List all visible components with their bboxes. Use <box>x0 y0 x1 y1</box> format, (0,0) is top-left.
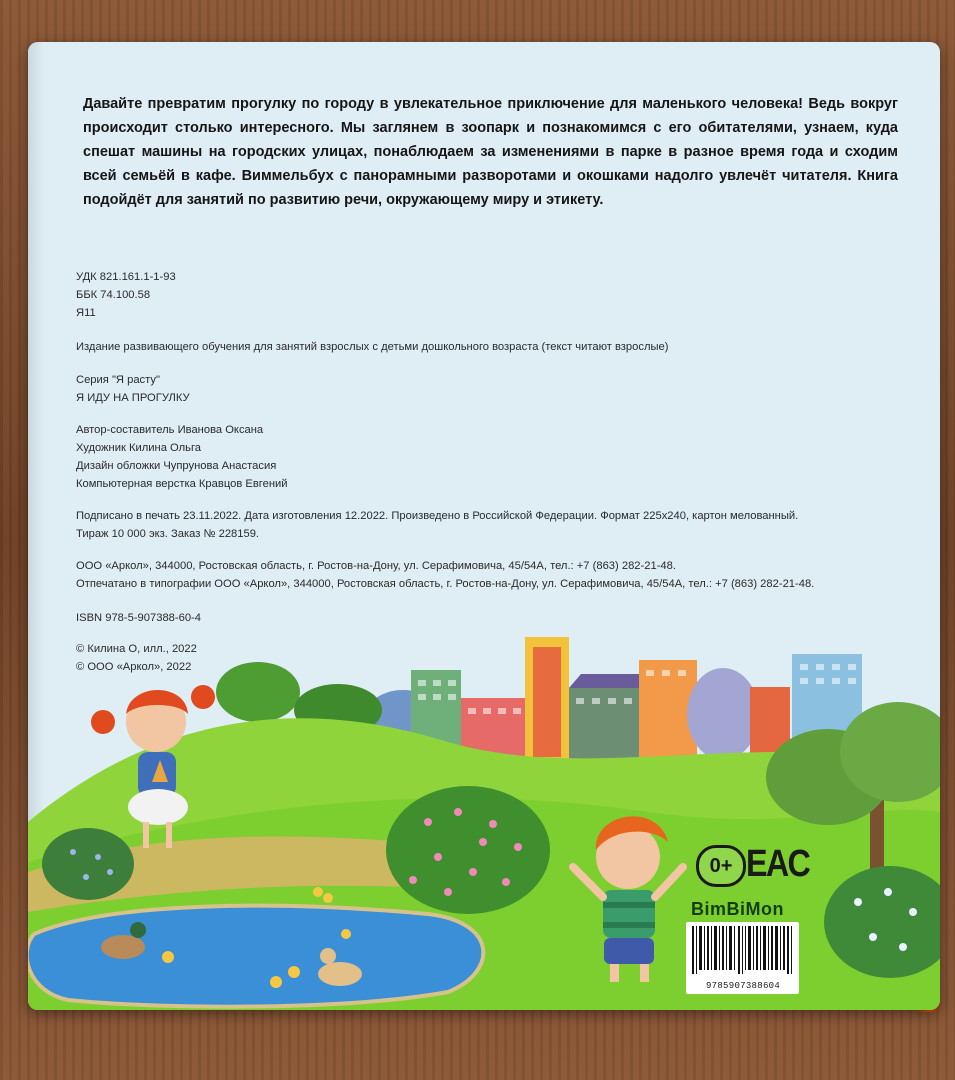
credit-illustrator: Художник Килина Ольга <box>76 442 202 454</box>
credit-cover-design: Дизайн обложки Чупрунова Анастасия <box>76 460 277 472</box>
eac-conformity-mark: EAC <box>746 843 810 885</box>
age-rating-badge: 0+ <box>696 845 746 887</box>
flower-bush-left <box>42 828 134 900</box>
barcode <box>686 922 799 994</box>
credit-layout: Компьютерная верстка Кравцов Евгений <box>76 478 288 490</box>
pond <box>28 906 483 1007</box>
bbk-code: ББК 74.100.58 <box>76 289 151 301</box>
series-label: Серия "Я расту" <box>76 374 160 386</box>
book-back-cover <box>28 42 940 1010</box>
udk-code: УДК 821.161.1-1-93 <box>76 271 176 283</box>
printer-address: Отпечатано в типографии ООО «Аркол», 344000, Ростовская область, г. Ростов-на-Дону, ул. Серафимовича, 45/54А, тел.: +7 (863) 282-21-48. <box>76 578 815 590</box>
print-info-line: Подписано в печать 23.11.2022. Дата изготовления 12.2022. Произведено в Российской Федерации. Формат 225х240, картон мелованный. <box>76 510 799 522</box>
blurb-paragraph: Давайте превратим прогулку по городу в увлекательное приключение для маленького человека! Ведь вокруг происходит столько интересного. Мы заглянем в зоопарк и познакомимся с его обитателями, узнаем, куда спешат машины на городских улицах, понаблюдаем за изменениями в парке в разное время года и сходим всей семьёй в кафе. Виммельбух с панорамными разворотами и окошками надолго увлечёт читателя. Книга подойдёт для занятий по развитию речи, окружающему миру и этикету. <box>83 96 898 208</box>
flower-bush-center <box>386 786 550 914</box>
barcode-number: 9785907388604 <box>705 981 781 991</box>
series-title: Я ИДУ НА ПРОГУЛКУ <box>76 392 190 404</box>
copyright-illustrations: © Килина О, илл., 2022 <box>76 643 197 655</box>
barcode-bars <box>686 922 799 978</box>
copyright-publisher: © ООО «Аркол», 2022 <box>76 661 192 673</box>
publisher-address: ООО «Аркол», 344000, Ростовская область, г. Ростов-на-Дону, ул. Серафимовича, 45/54А, тел.: +7 (863) 282-21-48. <box>76 560 676 572</box>
publisher-brand-logo: BimBiMon <box>691 899 784 919</box>
credit-author: Автор-составитель Иванова Оксана <box>76 424 264 436</box>
print-run-line: Тираж 10 000 экз. Заказ № 228159. <box>76 528 260 540</box>
isbn: ISBN 978-5-907388-60-4 <box>76 612 202 624</box>
author-mark-code: Я11 <box>76 307 96 319</box>
edition-note-text: Издание развивающего обучения для занятий взрослых с детьми дошкольного возраста (текст читают взрослые) <box>76 341 669 353</box>
